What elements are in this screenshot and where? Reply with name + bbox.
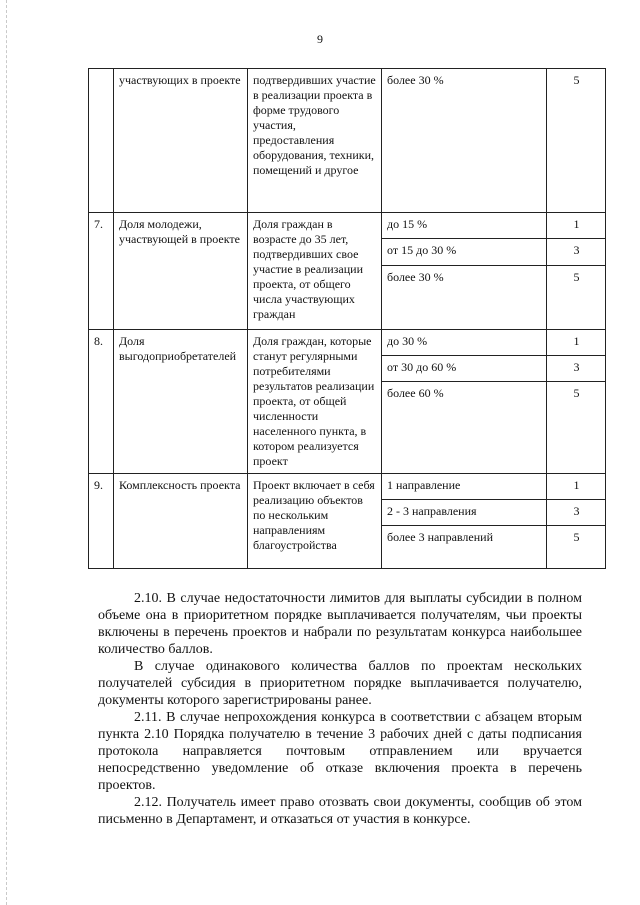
paragraph-2-12: 2.12. Получатель имеет право отозвать свои документы, сообщив об этом письменно в Департамент, и отказаться от участия в конкурсе. [98, 795, 582, 827]
criterion-cell: Доля молодежи, участвующей в проекте [114, 213, 248, 330]
table-row [89, 330, 606, 356]
points-cell: 5 [547, 266, 606, 330]
criteria-table [88, 68, 606, 569]
row-number [89, 69, 114, 213]
range-cell: до 30 % [382, 330, 547, 356]
indicator-cell: подтвердивших участие в реализации проекта в форме трудового участия, предоставления оборудования, техники, помещений и другое [248, 69, 382, 213]
range-cell: до 15 % [382, 213, 547, 239]
points-cell: 5 [547, 382, 606, 474]
indicator-cell: Доля граждан в возрасте до 35 лет, подтвердивших свое участие в реализации проекта, от общего числа участвующих граждан [248, 213, 382, 330]
range-cell: 1 направление [382, 474, 547, 500]
criterion-cell: Доля выгодоприобретателей [114, 330, 248, 474]
row-number: 8. [89, 330, 114, 474]
points-cell: 3 [547, 239, 606, 266]
paragraph-2-10: 2.10. В случае недостаточности лимитов для выплаты субсидии в полном объеме она в приоритетном порядке выплачивается получателям, чьи проекты включены в перечень проектов и набрали по результатам конкурса наибольшее количество баллов. [98, 591, 582, 657]
indicator-cell: Проект включает в себя реализацию объектов по нескольким направлениям благоустройства [248, 474, 382, 569]
points-cell: 1 [547, 330, 606, 356]
points-cell: 5 [547, 69, 606, 213]
table-row [89, 474, 606, 500]
points-cell: 1 [547, 474, 606, 500]
indicator-cell: Доля граждан, которые станут регулярными потребителями результатов реализации проекта, от общей численности населенного пункта, в котором реализуется проект [248, 330, 382, 474]
scan-edge [6, 0, 7, 905]
points-cell: 5 [547, 526, 606, 569]
criterion-cell: участвующих в проекте [114, 69, 248, 213]
range-cell: 2 - 3 направления [382, 500, 547, 526]
row-number: 9. [89, 474, 114, 569]
range-cell: от 15 до 30 % [382, 239, 547, 266]
paragraph-2-11: 2.11. В случае непрохождения конкурса в соответствии с абзацем вторым пункта 2.10 Порядка получателю в течение 3 рабочих дней с даты подписания протокола направляется почтовым отправлением или вручается непосредственно уведомление об отказе включения проекта в перечень проектов. [98, 710, 582, 793]
range-cell: более 3 направлений [382, 526, 547, 569]
range-cell: от 30 до 60 % [382, 356, 547, 382]
range-cell: более 60 % [382, 382, 547, 474]
range-cell: более 30 % [382, 69, 547, 213]
paragraph-equal-points: В случае одинакового количества баллов по проектам нескольких получателей субсидия в приоритетном порядке выплачивается получателю, документы которого зарегистрированы ранее. [98, 659, 582, 708]
criterion-cell: Комплексность проекта [114, 474, 248, 569]
body-text [98, 590, 582, 828]
row-number: 7. [89, 213, 114, 330]
table-row [89, 213, 606, 239]
table-row [89, 69, 606, 213]
points-cell: 1 [547, 213, 606, 239]
range-cell: более 30 % [382, 266, 547, 330]
page-number: 9 [317, 32, 323, 46]
points-cell: 3 [547, 500, 606, 526]
points-cell: 3 [547, 356, 606, 382]
